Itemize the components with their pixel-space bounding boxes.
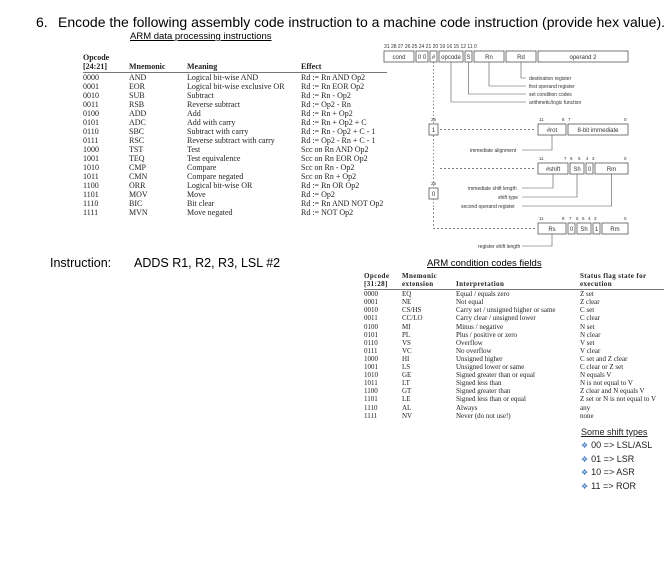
dp-table-row-cell: Compare negated: [187, 172, 244, 181]
cc-table-row-cell: Signed less than: [456, 379, 502, 388]
dp-table-row: [83, 73, 387, 83]
dp-table-row-cell: Rd := Rn + Op2 + C: [301, 118, 367, 127]
cc-table-row: [364, 404, 664, 412]
cc-table-row-cell: C set: [580, 306, 595, 315]
dp-table-row-cell: Logical bit-wise exclusive OR: [187, 82, 285, 91]
instruction: [50, 256, 280, 270]
cc-table-row-cell: C set and Z clear: [580, 354, 628, 363]
dp-table-row-cell: Bit clear: [187, 199, 215, 208]
cc-table-row-cell: EQ: [402, 290, 412, 299]
dp-table-row-cell: 1111: [83, 208, 99, 217]
dp-header-effect: Effect: [301, 53, 387, 73]
cc-table-row-cell: 1101: [364, 395, 378, 404]
cc-table-row-cell: 1001: [364, 363, 378, 372]
shift-bit-7: 7: [564, 156, 567, 161]
cc-table-row-cell: NE: [402, 298, 412, 307]
imm-bit-8: 8: [562, 117, 565, 122]
cc-table-row-cell: 0000: [364, 290, 378, 299]
dp-table-caption: ARM data processing instructions: [130, 31, 272, 42]
shift-bit-0: 0: [624, 156, 627, 161]
cc-table-row-cell: 0001: [364, 298, 378, 307]
field-rn-label: Rn: [485, 55, 493, 61]
cc-table-row-cell: any: [580, 403, 591, 412]
cc-table-row-cell: C clear or Z set: [580, 363, 624, 372]
dp-table-row-cell: EOR: [129, 82, 145, 91]
dp-table-row-cell: Rd := Rn - Op2: [301, 91, 351, 100]
dp-table-row-cell: Reverse subtract: [187, 100, 241, 109]
dp-table-row-cell: RSC: [129, 136, 145, 145]
shift-types-title: Some shift types: [581, 427, 648, 437]
shift-type-item: [581, 466, 652, 480]
diamond-bullet-icon: ❖: [581, 454, 589, 464]
dp-table-row-cell: AND: [129, 73, 147, 82]
cc-table-row-cell: PL: [402, 330, 411, 339]
cc-table: [364, 272, 664, 420]
dp-table-body: [83, 73, 387, 218]
cc-table-row-cell: VS: [402, 338, 411, 347]
dp-header-mnemonic: Mnemonic: [129, 53, 187, 73]
reg-rm-label: Rm: [610, 227, 620, 233]
cc-table-row-cell: GE: [402, 371, 412, 380]
dp-table-row: [83, 118, 387, 127]
zero-box-label: 0: [431, 192, 436, 198]
cc-table-row-cell: Unsigned lower or same: [456, 363, 525, 372]
cc-table-row: [364, 363, 664, 371]
cc-table-row-cell: VC: [402, 346, 412, 355]
dp-table-row-cell: TST: [129, 145, 144, 154]
cc-table-row-cell: 0011: [364, 314, 378, 323]
dp-table-row-cell: BIC: [129, 199, 143, 208]
dp-table-row-cell: Add: [187, 109, 201, 118]
cc-table-row-cell: Equal / equals zero: [456, 290, 510, 299]
cc-table-row: [364, 306, 664, 314]
cc-table-row-cell: Z set or N is not equal to V: [580, 395, 657, 404]
cc-table-row-cell: 1100: [364, 387, 378, 396]
encoding-diagram: [382, 42, 632, 250]
reg-rs-label: Rs: [548, 227, 556, 233]
cc-table-row-cell: 0111: [364, 346, 378, 355]
dp-table-row-cell: SUB: [129, 91, 145, 100]
dp-table-row: [83, 82, 387, 91]
reg-bit-11: 11: [539, 216, 544, 221]
cc-table-row: [364, 339, 664, 347]
cc-table-caption: ARM condition codes fields: [427, 258, 542, 269]
dp-table-row-cell: Test: [187, 145, 201, 154]
diamond-bullet-icon: ❖: [581, 441, 589, 450]
reg-one-label: 1: [594, 227, 599, 233]
cc-header-status: Status flag state for execution: [580, 272, 664, 290]
cc-table-row-cell: 0101: [364, 330, 378, 339]
cc-table-row-cell: Carry clear / unsigned lower: [456, 314, 536, 323]
shift-zero-label: 0: [587, 167, 592, 173]
imm-bit-11: 11: [539, 117, 544, 122]
shift-amount-label: #shift: [545, 167, 561, 173]
cc-table-row-cell: Unsigned higher: [456, 354, 503, 363]
cc-table-row-cell: C clear: [580, 314, 601, 323]
shift-type-ror: 11 => ROR: [591, 480, 637, 491]
field-rd-label: Rd: [517, 55, 525, 61]
dp-table-row-cell: Scc on Rn + Op2: [301, 172, 357, 181]
dp-table-row-cell: SBC: [129, 127, 145, 136]
cc-table-row-cell: Overflow: [456, 338, 483, 347]
imm-rot-label: #rot: [546, 128, 558, 134]
dp-table-row-cell: Rd := Rn AND Op2: [301, 73, 366, 82]
dp-table-row-cell: Test equivalence: [187, 154, 241, 163]
dp-table-row-cell: 0001: [83, 82, 99, 91]
reg-bit-0: 0: [624, 216, 627, 221]
cc-table-row-cell: N clear: [580, 330, 601, 339]
cc-table-row: [364, 355, 664, 363]
diamond-bullet-icon: ❖: [581, 481, 589, 491]
reg-bit-7: 7: [569, 216, 572, 221]
dp-table-row-cell: Rd := Op2 - Rn + C - 1: [301, 136, 376, 145]
imm-box-1-label: 1: [431, 128, 436, 134]
cc-table-row-cell: V set: [580, 338, 595, 347]
dp-table-row-cell: Scc on Rn EOR Op2: [301, 154, 368, 163]
dp-table-row-cell: Logical bit-wise AND: [187, 73, 259, 82]
dp-table-row-cell: 1011: [83, 172, 99, 181]
dp-header-meaning: Meaning: [187, 53, 301, 73]
field-operand2-label: operand 2: [569, 55, 597, 61]
reg-zero-label: 0: [569, 227, 574, 233]
shift-bit-5: 5: [578, 156, 581, 161]
label-set-condition-codes: set condition codes: [529, 92, 572, 98]
cc-table-row-cell: Z clear: [580, 298, 600, 307]
cc-table-row: [364, 314, 664, 322]
imm-bit-0: 0: [624, 117, 627, 122]
field-hash-label: #: [431, 55, 436, 61]
cc-table-row: [364, 298, 664, 306]
label-destination-register: destination register: [529, 76, 572, 82]
field-s-label: S: [466, 55, 471, 61]
label-first-operand-register: first operand register: [529, 84, 575, 90]
dp-table-row-cell: 0011: [83, 100, 99, 109]
cc-table-row-cell: CC/LO: [402, 314, 423, 323]
field-opcode-label: opcode: [441, 55, 461, 61]
cc-table-row-cell: Signed greater than: [456, 387, 511, 396]
field-cond-label: cond: [392, 55, 406, 61]
cc-table-row: [364, 395, 664, 403]
cc-table-row-cell: 1011: [364, 379, 378, 388]
dp-table-row-cell: Rd := Rn OR Op2: [301, 181, 360, 190]
dp-table-row: [83, 154, 387, 163]
dp-table-row: [83, 190, 387, 199]
shift-bit-4: 4: [586, 156, 589, 161]
shift-type-item: [581, 439, 652, 453]
cc-table-row: [364, 331, 664, 339]
cc-table-row: [364, 379, 664, 387]
dp-table-row-cell: Scc on Rn AND Op2: [301, 145, 369, 154]
dp-table-row-cell: Compare: [187, 163, 217, 172]
imm-8bit-label: 8-bit immediate: [577, 128, 619, 134]
dp-table-row-cell: CMP: [129, 163, 146, 172]
dp-table-row: [83, 199, 387, 208]
reg-bit-8: 8: [562, 216, 565, 221]
dp-table-row: [83, 109, 387, 118]
cc-table-row: [364, 371, 664, 379]
dp-table-row-cell: ORR: [129, 181, 146, 190]
reg-bit-6: 6: [576, 216, 579, 221]
cc-table-row-cell: Z clear and N equals V: [580, 387, 645, 396]
cc-table-row-cell: 0010: [364, 306, 378, 315]
dp-table-row: [83, 136, 387, 145]
dp-table-row: [83, 127, 387, 136]
field-00-label: 0 0: [417, 55, 427, 61]
dp-table-row-cell: Scc on Rn - Op2: [301, 163, 355, 172]
cc-header-opcode: Opcode [31:28]: [364, 272, 402, 290]
dp-table-row-cell: 1100: [83, 181, 99, 190]
dp-table-row: [83, 163, 387, 172]
cc-table-row: [364, 290, 664, 299]
dp-table-row-cell: 0000: [83, 73, 99, 82]
cc-table-row-cell: 0110: [364, 338, 378, 347]
dp-table-row-cell: Rd := Op2 - Rn: [301, 100, 351, 109]
cc-table-row-cell: LS: [402, 363, 411, 372]
shift-sh-label: Sh: [573, 167, 581, 173]
shift-type-lsr: 01 => LSR: [591, 453, 635, 464]
imm-bit-25: 25: [431, 117, 437, 122]
dp-table-row-cell: 0111: [83, 136, 99, 145]
reg-bit-5: 5: [582, 216, 585, 221]
instruction-text: ADDS R1, R2, R3, LSL #2: [134, 256, 281, 270]
dp-table-row-cell: 1000: [83, 145, 99, 154]
dp-table-row: [83, 145, 387, 154]
dp-table: [83, 53, 387, 217]
dp-table-row: [83, 181, 387, 190]
dp-table-row-cell: Move negated: [187, 208, 233, 217]
cc-table-row: [364, 387, 664, 395]
cc-table-row-cell: N equals V: [580, 371, 612, 380]
shift-rm-label: Rm: [606, 167, 617, 173]
reg-bit-3: 3: [594, 216, 597, 221]
cc-table-row-cell: 1000: [364, 354, 378, 363]
dp-table-row-cell: 1110: [83, 199, 99, 208]
dp-table-row-cell: CMN: [129, 172, 148, 181]
label-register-shift-length: register shift length: [478, 244, 521, 250]
label-immediate-shift-length: immediate shift length: [468, 186, 517, 192]
label-second-operand-register: second operand register: [461, 204, 515, 210]
shift-type-item: [581, 480, 652, 494]
dp-table-row: [83, 208, 387, 217]
cc-table-row-cell: V clear: [580, 346, 601, 355]
dp-table-row-cell: Move: [187, 190, 206, 199]
dp-table-row-cell: TEQ: [129, 154, 145, 163]
dp-table-row-cell: Rd := Op2: [301, 190, 335, 199]
dp-table-row-cell: Rd := Rn + Op2: [301, 109, 353, 118]
cc-table-row-cell: Signed less than or equal: [456, 395, 526, 404]
dp-table-row-cell: Rd := Rn - Op2 + C - 1: [301, 127, 376, 136]
dp-header-opcode: Opcode [24:21]: [83, 53, 129, 73]
shift-bit-3: 3: [592, 156, 595, 161]
cc-table-row-cell: NV: [402, 411, 413, 420]
dp-table-row-cell: 1010: [83, 163, 99, 172]
dp-table-row-cell: 0010: [83, 91, 99, 100]
dp-table-row-cell: ADD: [129, 109, 147, 118]
dp-table-row-cell: Subtract with carry: [187, 127, 249, 136]
cc-table-row-cell: Carry set / unsigned higher or same: [456, 306, 556, 315]
cc-table-row-cell: 1010: [364, 371, 378, 380]
shift-type-asr: 10 => ASR: [591, 467, 635, 477]
cc-table-row-cell: 1110: [364, 403, 378, 412]
cc-table-row-cell: 1111: [364, 411, 378, 420]
dp-table-row-cell: ADC: [129, 118, 146, 127]
cc-table-row-cell: Plus / positive or zero: [456, 330, 518, 339]
cc-table-row-cell: N is not equal to V: [580, 379, 633, 388]
cc-table-row-cell: MI: [402, 322, 411, 331]
cc-table-row-cell: 0100: [364, 322, 378, 331]
dp-table-row: [83, 172, 387, 181]
dp-table-row-cell: Rd := Rn EOR Op2: [301, 82, 365, 91]
cc-header-mnemonic: Mnemonic extension: [402, 272, 456, 290]
shift-bit-11: 11: [539, 156, 544, 161]
cc-table-row-cell: none: [580, 411, 594, 420]
diamond-bullet-icon: ❖: [581, 468, 589, 477]
dp-table-row-cell: Reverse subtract with carry: [187, 136, 275, 145]
cc-table-row-cell: CS/HS: [402, 306, 422, 315]
shift-type-lsl: 00 => LSL/ASL: [591, 440, 653, 450]
cc-table-row-cell: Not equal: [456, 298, 484, 307]
dp-table-row-cell: Logical bit-wise OR: [187, 181, 253, 190]
cc-table-row: [364, 347, 664, 355]
cc-header-interpretation: Interpretation: [456, 272, 580, 290]
reg-bit-4: 4: [588, 216, 591, 221]
dp-table-row: [83, 100, 387, 109]
dp-table-row-cell: Rd := NOT Op2: [301, 208, 354, 217]
dp-table-row-cell: 0101: [83, 118, 99, 127]
top-bit-numbers: 31 28 27 26 25 24 21 20 19 16 15 12 11 0: [384, 44, 477, 50]
cc-table-row-cell: Minus / negative: [456, 322, 504, 331]
cc-table-body: [364, 290, 664, 420]
dp-table-row-cell: 0100: [83, 109, 99, 118]
cc-table-row: [364, 412, 664, 420]
cc-table-row-cell: No overflow: [456, 346, 492, 355]
label-immediate-alignment: immediate alignment: [470, 148, 517, 154]
dp-table-row-cell: Add with carry: [187, 118, 236, 127]
dp-table-row-cell: RSB: [129, 100, 145, 109]
cc-table-row-cell: Never (do not use!): [456, 411, 511, 420]
reg-sh-label: Sh: [580, 227, 588, 233]
cc-table-row-cell: Z set: [580, 290, 594, 299]
dp-table-row-cell: Subtract: [187, 91, 214, 100]
cc-table-row-cell: LT: [402, 379, 410, 388]
label-arithmetic-logic-function: arithmetic/logic function: [529, 100, 582, 106]
shift-types: [581, 427, 652, 493]
dp-table-row-cell: 1001: [83, 154, 99, 163]
cc-table-row-cell: AL: [402, 403, 412, 412]
dp-table-row-cell: Rd := Rn AND NOT Op2: [301, 199, 384, 208]
dp-table-row-cell: MVN: [129, 208, 148, 217]
reg-bit-25: 25: [431, 181, 437, 186]
cc-table-row-cell: LE: [402, 395, 411, 404]
question: [36, 14, 665, 30]
question-number: 6.: [36, 14, 48, 30]
question-text: Encode the following assembly code instruction to a machine code instruction (provide hex value).: [58, 14, 665, 30]
dp-table-row-cell: 0110: [83, 127, 99, 136]
cc-table-row-cell: HI: [402, 354, 410, 363]
label-shift-type: shift type: [498, 195, 519, 201]
shift-bit-6: 6: [570, 156, 573, 161]
imm-bit-7: 7: [568, 117, 571, 122]
cc-table-row-cell: Signed greater than or equal: [456, 371, 535, 380]
instruction-label: Instruction:: [50, 256, 112, 270]
dp-table-row-cell: MOV: [129, 190, 148, 199]
cc-table-row-cell: Always: [456, 403, 478, 412]
cc-table-row-cell: N set: [580, 322, 595, 331]
dp-table-row: [83, 91, 387, 100]
cc-table-row-cell: GT: [402, 387, 412, 396]
shift-type-item: [581, 453, 652, 467]
cc-table-row: [364, 323, 664, 331]
dp-table-row-cell: 1101: [83, 190, 99, 199]
